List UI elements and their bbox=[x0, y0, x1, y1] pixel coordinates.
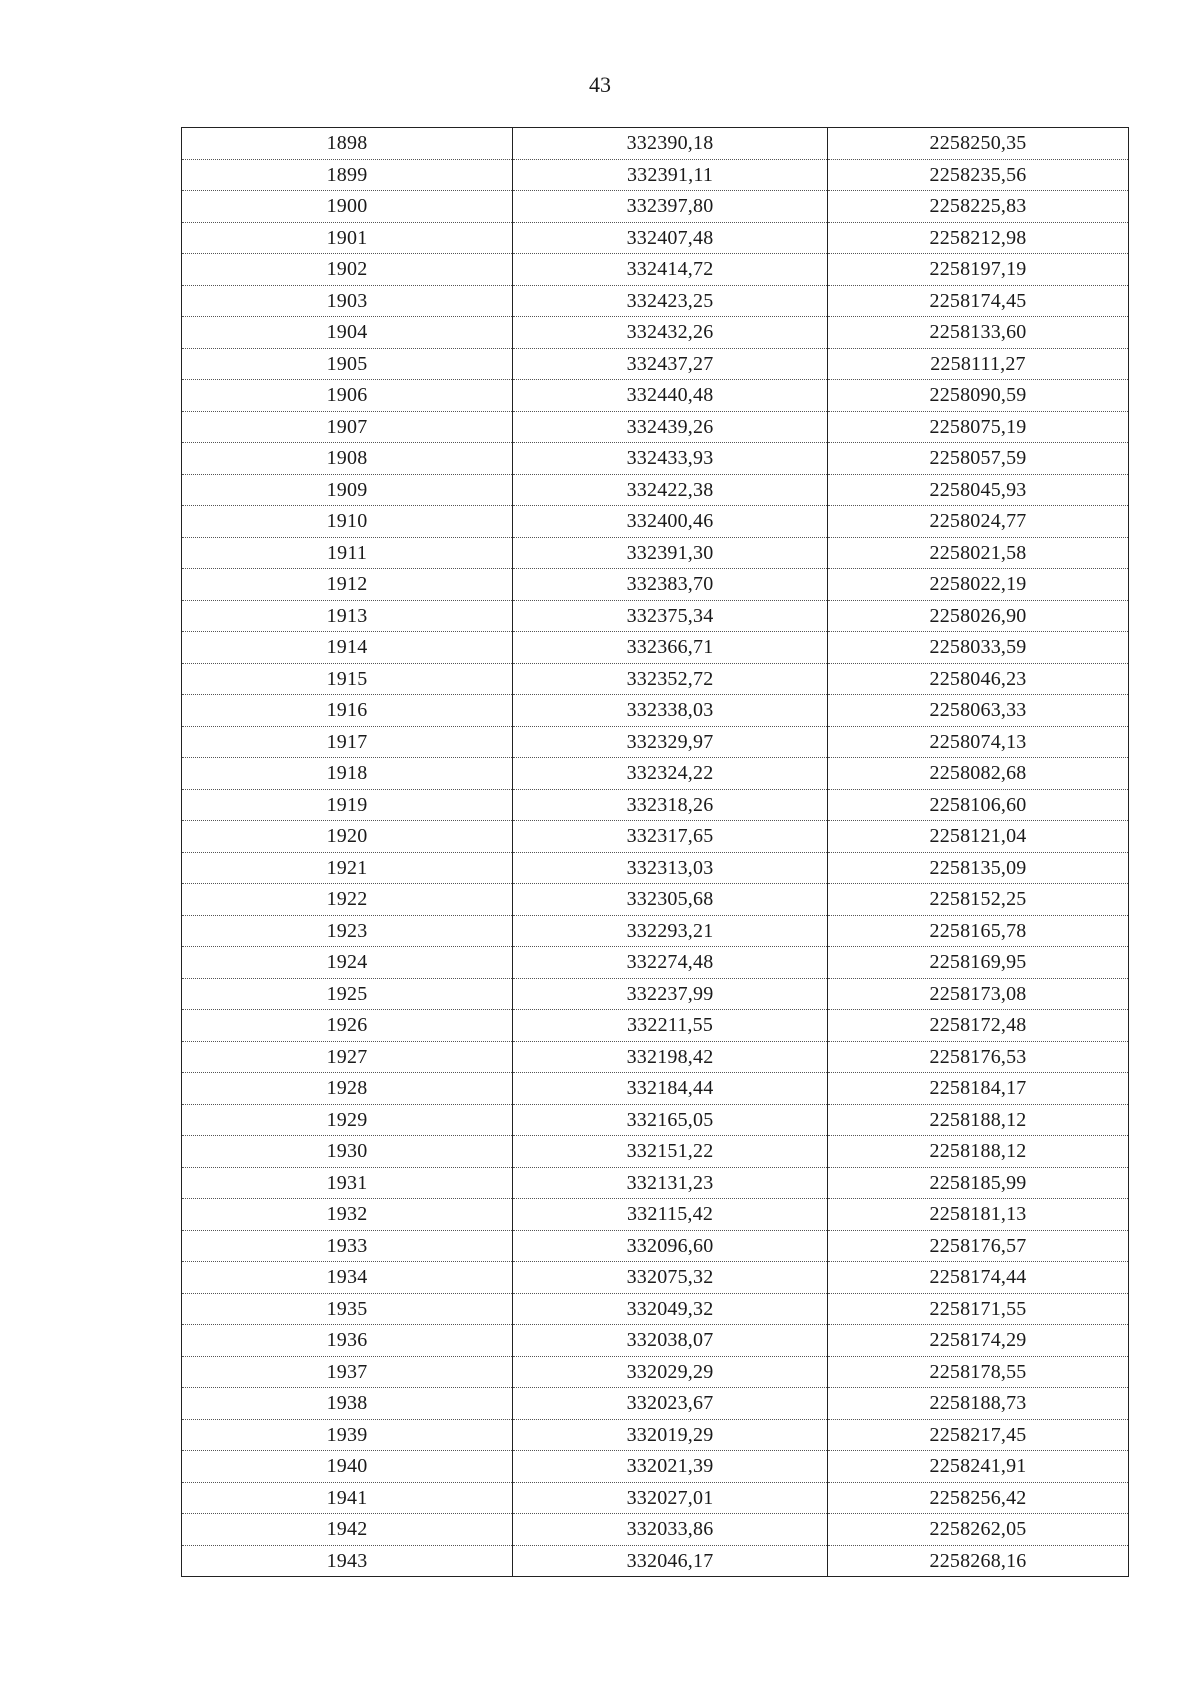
y-coordinate-cell: 2258169,95 bbox=[828, 947, 1129, 979]
y-coordinate-cell: 2258121,04 bbox=[828, 821, 1129, 853]
x-coordinate-cell: 332115,42 bbox=[513, 1199, 828, 1231]
table-row bbox=[182, 1041, 1129, 1073]
point-number-cell: 1938 bbox=[182, 1388, 513, 1420]
point-number-cell: 1931 bbox=[182, 1167, 513, 1199]
table-row bbox=[182, 348, 1129, 380]
x-coordinate-cell: 332313,03 bbox=[513, 852, 828, 884]
x-coordinate-cell: 332352,72 bbox=[513, 663, 828, 695]
table-row bbox=[182, 915, 1129, 947]
x-coordinate-cell: 332198,42 bbox=[513, 1041, 828, 1073]
table-row bbox=[182, 1104, 1129, 1136]
point-number-cell: 1923 bbox=[182, 915, 513, 947]
point-number-cell: 1902 bbox=[182, 254, 513, 286]
x-coordinate-cell: 332383,70 bbox=[513, 569, 828, 601]
point-number-cell: 1936 bbox=[182, 1325, 513, 1357]
table-row bbox=[182, 663, 1129, 695]
y-coordinate-cell: 2258046,23 bbox=[828, 663, 1129, 695]
table-row bbox=[182, 789, 1129, 821]
point-number-cell: 1911 bbox=[182, 537, 513, 569]
x-coordinate-cell: 332329,97 bbox=[513, 726, 828, 758]
point-number-cell: 1941 bbox=[182, 1482, 513, 1514]
x-coordinate-cell: 332391,30 bbox=[513, 537, 828, 569]
point-number-cell: 1917 bbox=[182, 726, 513, 758]
x-coordinate-cell: 332305,68 bbox=[513, 884, 828, 916]
x-coordinate-cell: 332318,26 bbox=[513, 789, 828, 821]
table-row bbox=[182, 1419, 1129, 1451]
x-coordinate-cell: 332293,21 bbox=[513, 915, 828, 947]
table-row bbox=[182, 569, 1129, 601]
table-row bbox=[182, 411, 1129, 443]
x-coordinate-cell: 332075,32 bbox=[513, 1262, 828, 1294]
y-coordinate-cell: 2258225,83 bbox=[828, 191, 1129, 223]
point-number-cell: 1901 bbox=[182, 222, 513, 254]
point-number-cell: 1933 bbox=[182, 1230, 513, 1262]
x-coordinate-cell: 332391,11 bbox=[513, 159, 828, 191]
y-coordinate-cell: 2258178,55 bbox=[828, 1356, 1129, 1388]
y-coordinate-cell: 2258188,12 bbox=[828, 1104, 1129, 1136]
y-coordinate-cell: 2258241,91 bbox=[828, 1451, 1129, 1483]
y-coordinate-cell: 2258268,16 bbox=[828, 1545, 1129, 1577]
table-row bbox=[182, 474, 1129, 506]
table-row bbox=[182, 222, 1129, 254]
table-row bbox=[182, 1167, 1129, 1199]
point-number-cell: 1906 bbox=[182, 380, 513, 412]
x-coordinate-cell: 332397,80 bbox=[513, 191, 828, 223]
x-coordinate-cell: 332023,67 bbox=[513, 1388, 828, 1420]
y-coordinate-cell: 2258063,33 bbox=[828, 695, 1129, 727]
y-coordinate-cell: 2258217,45 bbox=[828, 1419, 1129, 1451]
y-coordinate-cell: 2258184,17 bbox=[828, 1073, 1129, 1105]
point-number-cell: 1920 bbox=[182, 821, 513, 853]
table-row bbox=[182, 1356, 1129, 1388]
x-coordinate-cell: 332049,32 bbox=[513, 1293, 828, 1325]
y-coordinate-cell: 2258111,27 bbox=[828, 348, 1129, 380]
y-coordinate-cell: 2258165,78 bbox=[828, 915, 1129, 947]
table-row bbox=[182, 285, 1129, 317]
point-number-cell: 1914 bbox=[182, 632, 513, 664]
y-coordinate-cell: 2258250,35 bbox=[828, 128, 1129, 160]
table-row bbox=[182, 632, 1129, 664]
y-coordinate-cell: 2258152,25 bbox=[828, 884, 1129, 916]
table-row bbox=[182, 1136, 1129, 1168]
x-coordinate-cell: 332027,01 bbox=[513, 1482, 828, 1514]
table-row bbox=[182, 1451, 1129, 1483]
x-coordinate-cell: 332184,44 bbox=[513, 1073, 828, 1105]
point-number-cell: 1903 bbox=[182, 285, 513, 317]
y-coordinate-cell: 2258133,60 bbox=[828, 317, 1129, 349]
y-coordinate-cell: 2258033,59 bbox=[828, 632, 1129, 664]
point-number-cell: 1919 bbox=[182, 789, 513, 821]
y-coordinate-cell: 2258174,29 bbox=[828, 1325, 1129, 1357]
table-row bbox=[182, 1199, 1129, 1231]
y-coordinate-cell: 2258212,98 bbox=[828, 222, 1129, 254]
table-row bbox=[182, 1545, 1129, 1577]
point-number-cell: 1932 bbox=[182, 1199, 513, 1231]
point-number-cell: 1935 bbox=[182, 1293, 513, 1325]
point-number-cell: 1907 bbox=[182, 411, 513, 443]
point-number-cell: 1930 bbox=[182, 1136, 513, 1168]
x-coordinate-cell: 332033,86 bbox=[513, 1514, 828, 1546]
point-number-cell: 1922 bbox=[182, 884, 513, 916]
x-coordinate-cell: 332029,29 bbox=[513, 1356, 828, 1388]
y-coordinate-cell: 2258022,19 bbox=[828, 569, 1129, 601]
y-coordinate-cell: 2258256,42 bbox=[828, 1482, 1129, 1514]
x-coordinate-cell: 332317,65 bbox=[513, 821, 828, 853]
table-row bbox=[182, 978, 1129, 1010]
table-row bbox=[182, 1514, 1129, 1546]
table-row bbox=[182, 1262, 1129, 1294]
point-number-cell: 1916 bbox=[182, 695, 513, 727]
y-coordinate-cell: 2258188,12 bbox=[828, 1136, 1129, 1168]
x-coordinate-cell: 332414,72 bbox=[513, 254, 828, 286]
table-row bbox=[182, 191, 1129, 223]
point-number-cell: 1921 bbox=[182, 852, 513, 884]
x-coordinate-cell: 332432,26 bbox=[513, 317, 828, 349]
y-coordinate-cell: 2258074,13 bbox=[828, 726, 1129, 758]
x-coordinate-cell: 332390,18 bbox=[513, 128, 828, 160]
x-coordinate-cell: 332440,48 bbox=[513, 380, 828, 412]
point-number-cell: 1912 bbox=[182, 569, 513, 601]
point-number-cell: 1942 bbox=[182, 1514, 513, 1546]
point-number-cell: 1924 bbox=[182, 947, 513, 979]
x-coordinate-cell: 332165,05 bbox=[513, 1104, 828, 1136]
point-number-cell: 1918 bbox=[182, 758, 513, 790]
x-coordinate-cell: 332375,34 bbox=[513, 600, 828, 632]
x-coordinate-cell: 332400,46 bbox=[513, 506, 828, 538]
y-coordinate-cell: 2258135,09 bbox=[828, 852, 1129, 884]
table-row bbox=[182, 1230, 1129, 1262]
table-row bbox=[182, 159, 1129, 191]
point-number-cell: 1913 bbox=[182, 600, 513, 632]
y-coordinate-cell: 2258026,90 bbox=[828, 600, 1129, 632]
x-coordinate-cell: 332151,22 bbox=[513, 1136, 828, 1168]
x-coordinate-cell: 332131,23 bbox=[513, 1167, 828, 1199]
y-coordinate-cell: 2258197,19 bbox=[828, 254, 1129, 286]
y-coordinate-cell: 2258021,58 bbox=[828, 537, 1129, 569]
y-coordinate-cell: 2258090,59 bbox=[828, 380, 1129, 412]
x-coordinate-cell: 332019,29 bbox=[513, 1419, 828, 1451]
point-number-cell: 1915 bbox=[182, 663, 513, 695]
table-row bbox=[182, 821, 1129, 853]
point-number-cell: 1899 bbox=[182, 159, 513, 191]
y-coordinate-cell: 2258172,48 bbox=[828, 1010, 1129, 1042]
y-coordinate-cell: 2258188,73 bbox=[828, 1388, 1129, 1420]
table-row bbox=[182, 726, 1129, 758]
y-coordinate-cell: 2258235,56 bbox=[828, 159, 1129, 191]
x-coordinate-cell: 332038,07 bbox=[513, 1325, 828, 1357]
table-row bbox=[182, 695, 1129, 727]
table-row bbox=[182, 1010, 1129, 1042]
table-row bbox=[182, 506, 1129, 538]
x-coordinate-cell: 332211,55 bbox=[513, 1010, 828, 1042]
point-number-cell: 1934 bbox=[182, 1262, 513, 1294]
y-coordinate-cell: 2258075,19 bbox=[828, 411, 1129, 443]
x-coordinate-cell: 332324,22 bbox=[513, 758, 828, 790]
table-row bbox=[182, 852, 1129, 884]
point-number-cell: 1926 bbox=[182, 1010, 513, 1042]
y-coordinate-cell: 2258106,60 bbox=[828, 789, 1129, 821]
table-row bbox=[182, 443, 1129, 475]
y-coordinate-cell: 2258174,44 bbox=[828, 1262, 1129, 1294]
x-coordinate-cell: 332021,39 bbox=[513, 1451, 828, 1483]
point-number-cell: 1925 bbox=[182, 978, 513, 1010]
point-number-cell: 1898 bbox=[182, 128, 513, 160]
table-row bbox=[182, 1482, 1129, 1514]
point-number-cell: 1928 bbox=[182, 1073, 513, 1105]
point-number-cell: 1939 bbox=[182, 1419, 513, 1451]
table-row bbox=[182, 1325, 1129, 1357]
page-number: 43 bbox=[589, 72, 611, 97]
x-coordinate-cell: 332366,71 bbox=[513, 632, 828, 664]
y-coordinate-cell: 2258173,08 bbox=[828, 978, 1129, 1010]
table-row bbox=[182, 317, 1129, 349]
y-coordinate-cell: 2258185,99 bbox=[828, 1167, 1129, 1199]
table-row bbox=[182, 947, 1129, 979]
point-number-cell: 1909 bbox=[182, 474, 513, 506]
table-row bbox=[182, 758, 1129, 790]
point-number-cell: 1904 bbox=[182, 317, 513, 349]
table-row bbox=[182, 1073, 1129, 1105]
x-coordinate-cell: 332237,99 bbox=[513, 978, 828, 1010]
y-coordinate-cell: 2258174,45 bbox=[828, 285, 1129, 317]
table-row bbox=[182, 254, 1129, 286]
point-number-cell: 1943 bbox=[182, 1545, 513, 1577]
table-row bbox=[182, 128, 1129, 160]
y-coordinate-cell: 2258176,57 bbox=[828, 1230, 1129, 1262]
table-row bbox=[182, 537, 1129, 569]
x-coordinate-cell: 332423,25 bbox=[513, 285, 828, 317]
x-coordinate-cell: 332422,38 bbox=[513, 474, 828, 506]
x-coordinate-cell: 332437,27 bbox=[513, 348, 828, 380]
point-number-cell: 1927 bbox=[182, 1041, 513, 1073]
y-coordinate-cell: 2258171,55 bbox=[828, 1293, 1129, 1325]
y-coordinate-cell: 2258176,53 bbox=[828, 1041, 1129, 1073]
table-row bbox=[182, 600, 1129, 632]
y-coordinate-cell: 2258262,05 bbox=[828, 1514, 1129, 1546]
x-coordinate-cell: 332274,48 bbox=[513, 947, 828, 979]
y-coordinate-cell: 2258181,13 bbox=[828, 1199, 1129, 1231]
point-number-cell: 1900 bbox=[182, 191, 513, 223]
coordinates-table-body bbox=[182, 128, 1129, 1577]
table-row bbox=[182, 1388, 1129, 1420]
table-row bbox=[182, 380, 1129, 412]
point-number-cell: 1929 bbox=[182, 1104, 513, 1136]
y-coordinate-cell: 2258057,59 bbox=[828, 443, 1129, 475]
x-coordinate-cell: 332338,03 bbox=[513, 695, 828, 727]
point-number-cell: 1905 bbox=[182, 348, 513, 380]
table-row bbox=[182, 884, 1129, 916]
x-coordinate-cell: 332433,93 bbox=[513, 443, 828, 475]
point-number-cell: 1937 bbox=[182, 1356, 513, 1388]
y-coordinate-cell: 2258045,93 bbox=[828, 474, 1129, 506]
coordinates-table bbox=[181, 127, 1129, 1577]
y-coordinate-cell: 2258082,68 bbox=[828, 758, 1129, 790]
point-number-cell: 1940 bbox=[182, 1451, 513, 1483]
point-number-cell: 1910 bbox=[182, 506, 513, 538]
x-coordinate-cell: 332046,17 bbox=[513, 1545, 828, 1577]
x-coordinate-cell: 332407,48 bbox=[513, 222, 828, 254]
x-coordinate-cell: 332439,26 bbox=[513, 411, 828, 443]
y-coordinate-cell: 2258024,77 bbox=[828, 506, 1129, 538]
table-row bbox=[182, 1293, 1129, 1325]
x-coordinate-cell: 332096,60 bbox=[513, 1230, 828, 1262]
point-number-cell: 1908 bbox=[182, 443, 513, 475]
